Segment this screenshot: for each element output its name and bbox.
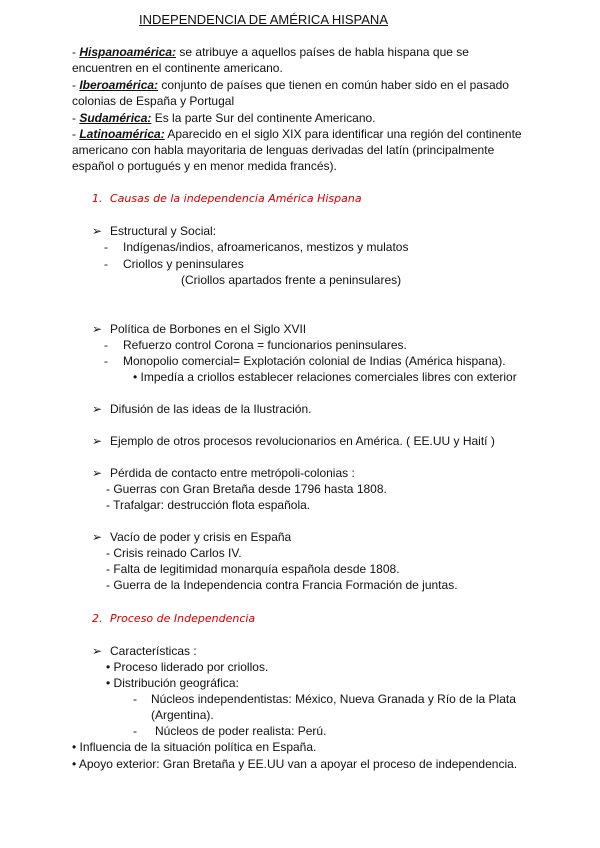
bullet-influencia: • Influencia de la situación política en España. xyxy=(72,740,317,754)
cause-perdida: ➢ Pérdida de contacto entre metrópoli-colonias : xyxy=(92,466,355,480)
sub-item: - Falta de legitimidad monarquía española desde 1808. xyxy=(106,562,400,576)
sub-item: Criollos y peninsulares xyxy=(123,257,244,271)
arrow-icon: ➢ xyxy=(92,224,103,238)
bullet-apoyo: • Apoyo exterior: Gran Bretaña y EE.UU van a apoyar el proceso de independencia. xyxy=(72,757,518,771)
dash-marker: - xyxy=(104,338,108,352)
section-1-title: Causas de la independencia América Hispana xyxy=(110,192,362,205)
section-1-number: 1. xyxy=(92,192,103,205)
definition-latinoamerica: - Latinoamérica: Aparecido en el siglo XIX para identificar una región del continente xyxy=(72,127,522,141)
cause-borbones: ➢ Política de Borbones en el Siglo XVII xyxy=(92,322,307,336)
definition-iberoamerica: - Iberoamérica: conjunto de países que tienen en común haber sido en el pasado xyxy=(72,78,509,92)
arrow-icon: ➢ xyxy=(92,402,103,416)
geo-item-cont: (Argentina). xyxy=(151,708,214,722)
dash-marker: - xyxy=(104,354,108,368)
sub-item: Refuerzo control Corona = funcionarios peninsulares. xyxy=(123,338,407,352)
definition-sudamerica: - Sudamérica: Es la parte Sur del continente Americano. xyxy=(72,111,376,125)
sub-item: • Distribución geográfica: xyxy=(106,676,239,690)
geo-item: Núcleos independentistas: México, Nueva Granada y Río de la Plata xyxy=(151,692,516,706)
definition-hispanoamerica: - Hispanoamérica: se atribuye a aquellos países de habla hispana que se xyxy=(72,45,469,59)
definition-latinoamerica-cont-1: americano con habla mayoritaria de lenguas derivadas del latín (principalmente xyxy=(72,143,495,157)
caracteristicas: ➢ Características : xyxy=(92,644,197,658)
definition-latinoamerica-cont-2: español o portugués y en menor medida francés). xyxy=(72,159,337,173)
sub-item: - Trafalgar: destrucción flota española. xyxy=(106,498,311,512)
sub-item: Indígenas/indios, afroamericanos, mestizos y mulatos xyxy=(123,240,409,254)
sub-item-note: (Criollos apartados frente a peninsulares) xyxy=(181,273,402,287)
sub-item: - Guerra de la Independencia contra Francia Formación de juntas. xyxy=(106,578,458,592)
arrow-icon: ➢ xyxy=(92,466,103,480)
arrow-icon: ➢ xyxy=(92,322,103,336)
sub-item: • Proceso liderado por criollos. xyxy=(106,660,269,674)
cause-estructural: ➢ Estructural y Social: xyxy=(92,224,217,238)
geo-item: Núcleos de poder realista: Perú. xyxy=(155,724,327,738)
section-2-title: Proceso de Independencia xyxy=(110,612,256,625)
definition-hispanoamerica-cont: encuentren en el continente americano. xyxy=(72,61,283,75)
dash-marker: - xyxy=(133,724,137,738)
dash-marker: - xyxy=(104,257,108,271)
dash-marker: - xyxy=(104,240,108,254)
dash-marker: - xyxy=(133,692,137,706)
definition-iberoamerica-cont: colonias de España y Portugal xyxy=(72,94,235,108)
section-2-number: 2. xyxy=(92,612,103,625)
cause-vacio: ➢ Vacío de poder y crisis en España xyxy=(92,530,292,544)
arrow-icon: ➢ xyxy=(92,644,103,658)
sub-sub-item: • Impedía a criollos establecer relaciones comerciales libres con exterior xyxy=(133,370,517,384)
cause-ilustracion: ➢ Difusión de las ideas de la Ilustración. xyxy=(92,402,312,416)
arrow-icon: ➢ xyxy=(92,530,103,544)
sub-item: - Guerras con Gran Bretaña desde 1796 hasta 1808. xyxy=(106,482,387,496)
arrow-icon: ➢ xyxy=(92,434,103,448)
sub-item: Monopolio comercial= Explotación colonial de Indias (América hispana). xyxy=(123,354,506,368)
sub-item: - Crisis reinado Carlos IV. xyxy=(106,546,242,560)
cause-ejemplo: ➢ Ejemplo de otros procesos revolucionarios en América. ( EE.UU y Haití ) xyxy=(92,434,495,448)
page-title: INDEPENDENCIA DE AMÉRICA HISPANA xyxy=(139,12,388,27)
